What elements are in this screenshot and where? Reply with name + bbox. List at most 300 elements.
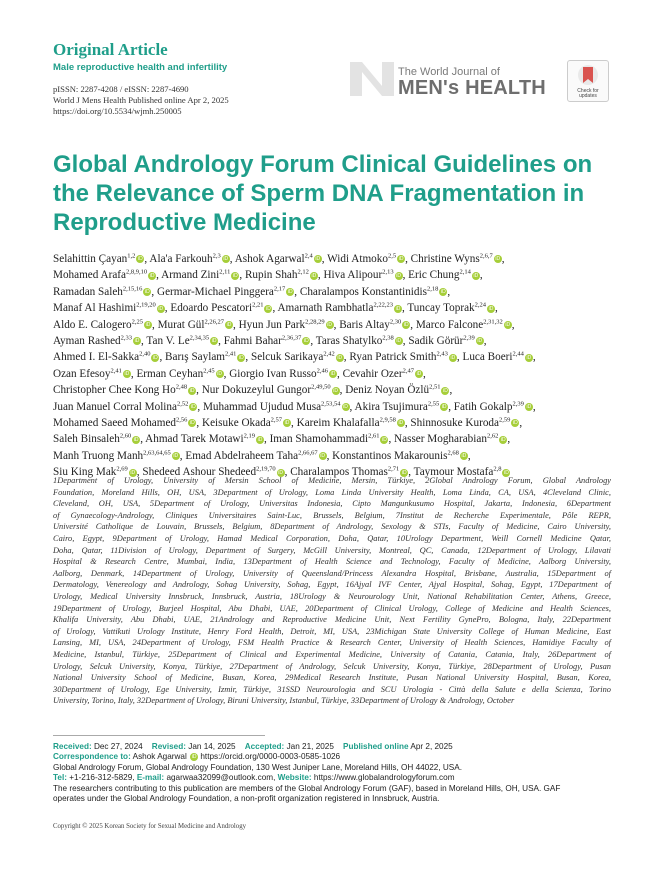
author — [251, 351, 344, 363]
orcid-icon[interactable]: iD — [398, 420, 404, 427]
orcid-icon[interactable]: iD — [211, 338, 217, 345]
orcid-icon[interactable]: iD — [450, 354, 456, 361]
article-subtype: Male reproductive health and infertility — [53, 62, 228, 73]
affiliation-line: Urology, Selcuk University, Konya, Türkiye, 27Department of Andrology, Selcuk University, Konya, Türkiye, 28Department of Urology, Pusan — [53, 661, 611, 671]
correspondence-address: Global Andrology Forum, Global Andrology Foundation, 130 West Juniper Lane, Moreland Hills, OH 44022, USA. — [53, 762, 462, 772]
author-affiliation-numbers: 2,17 — [273, 285, 286, 293]
author-affiliation-numbers: 2,36,37 — [281, 334, 302, 342]
author-name: Hiva Alipour — [323, 269, 383, 282]
journal-mark-icon — [348, 56, 396, 100]
author-affiliation-numbers: 2,63,64,65 — [143, 449, 171, 457]
author-affiliation-numbers: 2,4 — [304, 252, 313, 260]
author — [53, 269, 156, 281]
author-name: Eric Chung — [408, 269, 460, 282]
author-affiliation-numbers: 2,14 — [459, 268, 471, 276]
correspondence-line — [53, 752, 618, 762]
author-name: Manh Truong Manh — [53, 449, 144, 462]
author — [394, 433, 507, 445]
contact-line — [53, 773, 618, 783]
email-link[interactable]: agarwaa32099@outlook.com, — [166, 773, 276, 783]
orcid-icon[interactable]: iD — [303, 338, 309, 345]
affiliation-line: of Gynaecology-Andrology, Cliniques Universitaires Saint-Luc, Brussels, Belgium, 7Institut de Recherche Experimentale, Pôle REPR, — [53, 510, 611, 520]
orcid-icon[interactable]: iD — [233, 272, 238, 279]
author-line: Manh Truong Manh$^{2,63,64,65}$iD , Emad Abdelraheem Taha$^{2,66,67}$iD , Konstantinos Makarounis$^{2,68}$iD , — [53, 449, 471, 462]
author-name: Barış Saylam — [165, 351, 226, 364]
author — [410, 417, 519, 429]
orcid-icon[interactable]: iD — [223, 256, 229, 263]
orcid-icon[interactable]: iD — [526, 354, 532, 361]
author-affiliation-numbers: 2,51 — [429, 383, 441, 391]
author — [407, 302, 495, 314]
orcid-icon[interactable]: iD — [337, 354, 343, 361]
author-name: Armand Zini — [161, 269, 220, 282]
author — [411, 253, 502, 265]
author-line: Ahmed I. El-Sakka$^{2,40}$iD , Barış Saylam$^{2,41}$iD , Selcuk Sarikaya$^{2,42}$iD , Ryan Patrick Smith$^{2,43}$iD , Luca Boeri$^{2,44}$iD , — [53, 350, 536, 364]
author-name: Emad Abdelraheem Taha — [185, 449, 299, 462]
author-affiliation-numbers: 2,19 — [243, 432, 255, 440]
author-name: Amarnath Rambhatla — [277, 302, 374, 315]
orcid-icon[interactable]: iD — [257, 436, 263, 443]
author-name: Ahmed I. El-Sakka — [53, 351, 140, 364]
author — [416, 319, 512, 331]
author-affiliation-numbers: 2,68 — [447, 449, 459, 457]
author-affiliation-numbers: 2,18 — [426, 285, 439, 293]
author-affiliation-numbers: 2,42 — [323, 350, 335, 358]
author-affiliation-numbers: 2,12 — [297, 268, 309, 276]
author-line: Ayman Rashed$^{2,33}$iD , Tan V. Le$^{2,34,35}$iD , Fahmi Bahar$^{2,36,37}$iD , Taras Shatylko$^{2,38}$iD , Sadik Görür$^{2,39}$iD , — [53, 334, 487, 348]
author — [53, 450, 180, 462]
author-affiliation-numbers: 2,33 — [120, 334, 133, 342]
orcid-icon[interactable]: iD — [311, 272, 317, 279]
author-affiliation-numbers: 2,11 — [219, 268, 231, 276]
affiliation-line: National University School of Medicine, Busan, Korea, 29Medical Research Institute, Pusan National University Hospital, Busan, Korea, — [53, 673, 611, 683]
author — [157, 286, 294, 298]
orcid-icon[interactable]: iD — [526, 404, 532, 411]
author-name: Fatih Gokalp — [453, 400, 513, 413]
author-name: Selcuk Sarikaya — [250, 351, 324, 364]
author-name: Ahmad Tarek Motawi — [145, 433, 244, 446]
author — [355, 401, 449, 413]
author-name: Hyun Jun Park — [238, 318, 306, 331]
author-affiliation-numbers: 2,41 — [225, 350, 237, 358]
article-type: Original Article — [53, 40, 168, 59]
author — [332, 450, 468, 462]
author-name: Nasser Mogharabian — [394, 433, 487, 446]
orcid-icon[interactable]: iD — [287, 289, 293, 296]
correspondence-name: Ashok Agarwal — [132, 752, 187, 762]
footer-divider — [53, 735, 265, 736]
website-link[interactable]: https://www.globalandrologyforum.com — [313, 773, 455, 783]
author-affiliation-numbers: 2,61 — [368, 432, 380, 440]
author-name: Christine Wyns — [410, 253, 480, 265]
author-affiliation-numbers: 2,26,27 — [204, 317, 224, 325]
author — [202, 417, 291, 429]
author — [136, 368, 223, 380]
author-affiliation-numbers: 2,59 — [498, 416, 511, 424]
received-label: Received: — [53, 742, 92, 751]
author-affiliation-numbers: 2,9,58 — [379, 416, 396, 424]
author-affiliation-numbers: 2,41 — [110, 367, 122, 375]
accepted-label: Accepted: — [244, 742, 285, 751]
orcid-icon[interactable]: iD — [330, 371, 336, 378]
author-name: Kareim Khalafalla — [296, 417, 380, 430]
author-affiliation-numbers: 2,34,35 — [189, 334, 210, 342]
author — [165, 351, 245, 363]
author-name: Mohamed Arafa — [53, 269, 127, 282]
published-line: World J Mens Health Published online Apr 2, 2025 — [53, 95, 229, 105]
author-name: Giorgio Ivan Russo — [229, 367, 317, 380]
author — [185, 450, 326, 462]
author-name: Erman Ceyhan — [136, 367, 204, 380]
author-affiliation-numbers: 2,49,50 — [311, 383, 331, 391]
author-affiliation-numbers: 2,13 — [382, 268, 394, 276]
orcid-icon[interactable]: iD — [153, 354, 158, 361]
orcid-icon[interactable]: iD — [443, 387, 448, 394]
author — [245, 269, 318, 281]
author — [297, 417, 405, 429]
orcid-icon[interactable]: iD — [124, 371, 130, 378]
author — [53, 335, 141, 347]
doi-link[interactable]: https://doi.org/10.5534/wjmh.250005 — [53, 106, 182, 116]
affiliation-line: 1Department of Urology, University of Mersin School of Medicine, Mersin, Türkiye, 2Global Andrology Forum, Global Andrology — [53, 476, 611, 485]
orcid-icon[interactable]: iD — [477, 338, 483, 345]
orcid-icon[interactable]: iD — [396, 338, 402, 345]
author — [349, 351, 457, 363]
author — [146, 335, 218, 347]
author-affiliation-numbers: 2,48 — [175, 383, 188, 391]
author-name: Baris Altay — [339, 318, 390, 331]
affiliation-line: University, Torino, Italy, 32Department of Urology, Biruni University, Istanbul, Türkiye, 33Department of Urology & Andrology, October — [53, 696, 515, 706]
online-date: Apr 2, 2025 — [410, 742, 453, 751]
orcid-icon[interactable]: iD — [134, 338, 140, 345]
author — [203, 401, 350, 413]
affiliation-line: 19Department of Urology, Burjeel Hospital, Abu Dhabi, UAE, 20Department of Clinical Urology, College of Medicine and Health Sciences, — [53, 603, 611, 613]
author — [53, 302, 165, 314]
author — [53, 417, 196, 429]
author-affiliation-numbers: 2,39 — [463, 334, 475, 342]
orcid-icon[interactable]: iD — [512, 420, 518, 427]
affiliation-line: Cairo, Egypt, 9Department of Urology, Hamad Medical Corporation, Doha, Qatar, 10Urology Department, Weill Cornell Medicine Qatar, — [53, 533, 611, 543]
author — [224, 335, 311, 347]
orcid-icon[interactable]: iD — [190, 404, 196, 411]
author-affiliation-numbers: 2,69 — [116, 465, 128, 473]
affiliation-line: Dermatology, Venereology and Andrology, Sohag University, Sohag, Egypt, 16Ajyal IVF Center, Ajyal Hospital, Sohag, Egypt, 17Department of — [53, 580, 611, 590]
author-line: Ozan Efesoy$^{2,41}$iD , Erman Ceyhan$^{2,45}$iD , Giorgio Ivan Russo$^{2,46}$iD , Cevahir Ozer$^{2,47}$iD , — [53, 367, 426, 380]
bookmark-icon — [568, 61, 608, 89]
copyright: Copyright © 2025 Korean Society for Sexual Medicine and Andrology — [53, 823, 246, 830]
author-name: Edoardo Pescatori — [170, 302, 253, 315]
author-line: Juan Manuel Corral Molina$^{2,52}$iD , Muhammad Ujudud Musa$^{2,53,54}$iD , Akira Tsujimura$^{2,55}$iD , Fatih Gokalp$^{2,39}$iD , — [53, 399, 536, 413]
author — [270, 433, 389, 445]
correspondence-orcid-link[interactable]: https://orcid.org/0000-0003-0585-1026 — [200, 752, 341, 762]
affiliation-line: Doha, Qatar, 11Division of Urology, Department of Surgery, McGill University, Montreal, QC, Canada, 12Department of Urology, Lilavati — [53, 545, 611, 555]
affiliation-line: 30Department of Urology, Ege University, Izmir, Türkiye, 31SSD Neurourologia and SCU Urologia - Città della Salute e della Scienza, Torino — [53, 684, 611, 694]
orcid-icon[interactable]: iD — [138, 256, 143, 263]
author — [454, 401, 533, 413]
author-name: Nur Dokuzeylul Gungor — [201, 384, 312, 397]
author-affiliation-numbers: 2,8,9,10 — [126, 268, 148, 276]
author-name: Germar-Michael Pinggera — [157, 285, 274, 298]
affiliation-line: Cleveland, OH, USA, 5Department of Urology, Universitas Indonesia, Cipto Mangunkusumo Hospital, Jakarta, Indonesia, 6Department — [53, 499, 611, 509]
orcid-icon[interactable]: iD — [403, 322, 409, 329]
orcid-icon[interactable]: iD — [149, 272, 155, 279]
author-affiliation-numbers: 2,5 — [387, 252, 397, 260]
author-name: Ayman Rashed — [53, 335, 121, 348]
orcid-icon[interactable]: iD — [333, 387, 338, 394]
author-name: Fahmi Bahar — [223, 335, 282, 348]
author — [229, 368, 337, 380]
correspondence-label: Correspondence to: — [53, 752, 131, 762]
author-name: Taymour Mostafa — [413, 466, 494, 479]
author-line: Manaf Al Hashimi$^{2,19,20}$iD , Edoardo Pescatori$^{2,21}$iD , Amarnath Rambhatla$^{2,22,23}$iD , Tuncay Toprak$^{2,24}$iD , — [53, 301, 498, 315]
orcid-icon[interactable]: iD — [145, 289, 150, 296]
orcid-icon[interactable]: iD — [320, 453, 325, 460]
author-name: Manaf Al Hashimi — [53, 302, 137, 315]
author-name: Siu King Mak — [53, 466, 117, 479]
author-line: Mohamed Arafa$^{2,8,9,10}$iD , Armand Zini$^{2,11}$iD , Rupin Shah$^{2,12}$iD , Hiva Alipour$^{2,13}$iD , Eric Chung$^{2,14}$iD , — [53, 268, 483, 282]
author-line: Ramadan Saleh$^{2,15,16}$iD , Germar-Michael Pinggera$^{2,17}$iD , Charalampos Konstantinidis$^{2,18}$iD , — [53, 285, 451, 298]
online-label: Published online — [343, 742, 409, 751]
author-name: Christopher Chee Kong Ho — [53, 384, 176, 397]
affiliation-line: Urology, Medical University Innsbruck, Innsbruck, Austria, 18Urology & Neurourology Unit, National Rehabilitation Center, Athens, Greece, — [53, 591, 611, 601]
journal-logo — [348, 56, 558, 100]
author-affiliation-numbers: 2,66,67 — [298, 449, 318, 457]
orcid-icon[interactable]: iD — [145, 322, 151, 329]
check-for-updates-badge[interactable] — [567, 60, 609, 102]
orcid-icon[interactable]: iD — [488, 305, 494, 312]
author-name: Aldo E. Calogero — [53, 318, 132, 331]
affiliation-line: Medicine, Istanbul, Türkiye, 25Department of Clinical and Experimental Medicine, University of Catania, Catania, Italy, 26Department of — [53, 649, 611, 659]
website-label: Website: — [277, 773, 312, 783]
author — [53, 401, 197, 413]
orcid-icon[interactable]: iD — [327, 322, 332, 329]
author-name: Widi Atmoko — [327, 253, 388, 265]
author-affiliation-numbers: 2,8 — [493, 465, 502, 473]
tel-label: Tel: — [53, 773, 67, 783]
author-affiliation-numbers: 2,71 — [387, 465, 400, 473]
author-name: Marco Falcone — [415, 318, 484, 331]
orcid-icon[interactable]: iD — [217, 371, 222, 378]
orcid-icon[interactable]: iD — [315, 256, 321, 263]
orcid-icon[interactable]: iD — [158, 305, 164, 312]
author-affiliation-numbers: 2,43 — [436, 350, 448, 358]
author — [149, 253, 229, 265]
orcid-icon[interactable]: iD — [440, 289, 446, 296]
affiliation-line: Foundation, Moreland Hills, OH, USA, 3Department of Urology, Loma Linda University Health, Loma Linda, CA, USA, 4Cleveland Clinic, — [53, 487, 611, 497]
author-name: Charalampos Konstantinidis — [299, 285, 427, 298]
author-name: Taras Shatylko — [315, 335, 383, 348]
author-list — [53, 251, 613, 481]
author-name: Selahittin Çayan — [53, 253, 128, 265]
author — [239, 319, 334, 331]
orcid-icon[interactable]: iD — [401, 469, 407, 476]
author — [53, 286, 151, 298]
author-affiliation-numbers: 2,52 — [176, 399, 189, 407]
author-name: Tan V. Le — [146, 335, 190, 348]
author — [408, 269, 480, 281]
author-name: Rupin Shah — [244, 269, 298, 282]
note-line-2: operates under the Global Andrology Foundation, a non-profit organization registered in Innsbruck, Austria. — [53, 794, 440, 804]
orcid-icon[interactable]: iD — [416, 371, 422, 378]
author-affiliation-numbers: 2,19,20 — [136, 301, 156, 309]
author-affiliation-numbers: 2,28,29 — [305, 317, 325, 325]
accepted-date: Jan 21, 2025 — [286, 742, 334, 751]
orcid-icon[interactable]: iD — [495, 256, 501, 263]
affiliation-line: of Urology, Vattikuti Urology Institute, Henry Ford Health, Detroit, MI, USA, 23Michigan State University College of Human Medicine, East — [53, 626, 611, 636]
author-affiliation-numbers: 2,44 — [512, 350, 524, 358]
author-name: Shedeed Ashour Shedeed — [142, 466, 257, 479]
affiliation-line: Aalborg, Denmark, 14Department of Urology, University of Queensland/Princess Alexandra Hospital, Brisbane, Australia, 15Department of — [53, 568, 611, 578]
journal-name-small: The World Journal of — [398, 66, 500, 78]
author — [277, 302, 402, 314]
author — [158, 319, 233, 331]
author — [145, 433, 264, 445]
orcid-icon[interactable]: iD — [239, 354, 244, 361]
orcid-icon[interactable]: iD — [266, 305, 271, 312]
author-name: Ala'a Farkouh — [149, 253, 213, 265]
author — [170, 302, 272, 314]
orcid-icon[interactable]: iD — [441, 404, 447, 411]
author-name: Konstantinos Makarounis — [332, 449, 448, 462]
author — [345, 384, 449, 396]
article-footer — [53, 742, 618, 804]
author-name: Keisuke Okada — [202, 417, 271, 430]
affiliations — [53, 475, 611, 707]
author-name: Cevahir Ozer — [342, 367, 403, 380]
author-affiliation-numbers: 2,55 — [427, 399, 440, 407]
author — [343, 368, 423, 380]
author — [161, 269, 239, 281]
dates-line — [53, 742, 618, 752]
issn: pISSN: 2287-4208 / eISSN: 2287-4690 — [53, 84, 189, 94]
author — [323, 269, 402, 281]
author-affiliation-numbers: 2,56 — [176, 416, 188, 424]
author-line: Siu King Mak$^{2,69}$iD , Shedeed Ashour Shedeed$^{2,19,70}$iD , Charalampos Thomas$^{2,71}$iD , Taymour Mostafa$^{2,8}$iD — [53, 465, 509, 479]
author — [53, 319, 152, 331]
author-affiliation-numbers: 2,25 — [131, 317, 143, 325]
author-name: Saleh Binsaleh — [53, 433, 120, 446]
author-name: Sadik Görür — [408, 335, 464, 348]
author-name: Mohamed Saeed Mohamed — [53, 417, 177, 430]
author — [339, 319, 410, 331]
author — [463, 351, 533, 363]
author-affiliation-numbers: 2,31,32 — [483, 317, 503, 325]
author-line: Selahittin Çayan$^{1,2}$iD , Ala'a Farkouh$^{2,3}$iD , Ashok Agarwal$^{2,4}$iD , Widi Atmoko$^{2,5}$iD , Christine Wyns$^{2,6,7}$iD , — [53, 252, 505, 265]
author-affiliation-numbers: 2,45 — [203, 367, 215, 375]
orcid-icon[interactable]: iD — [343, 404, 348, 411]
note-line-1: The researchers contributing to this publication are members of the Global Andrology Forum (GAF), based in Moreland Hills, OH, USA. GAF — [53, 783, 561, 793]
author-affiliation-numbers: 2,30 — [389, 317, 402, 325]
author-name: Juan Manuel Corral Molina — [53, 400, 177, 413]
orcid-icon[interactable]: iD — [130, 469, 136, 476]
author — [300, 286, 447, 298]
author-affiliation-numbers: 2,21 — [252, 301, 264, 309]
author-affiliation-numbers: 2,19,70 — [256, 465, 276, 473]
affiliation-line: Khalifa University, Abu Dhabi, UAE, 21Andrology and Reproductive Medicine Unit, Next Fertility GynePro, Bologna, Italy, 22Department — [53, 615, 611, 625]
author-affiliation-numbers: 2,62 — [486, 432, 499, 440]
orcid-icon[interactable]: iD — [473, 272, 479, 279]
affiliation-line: Lansing, MI, USA, 24Department of Urology, FSM Health Practice & Research Center, University of Health Sciences, Hamidiye Faculty of — [53, 638, 611, 648]
author-affiliation-numbers: 2,24 — [474, 301, 487, 309]
author-name: Shinnosuke Kuroda — [410, 417, 499, 430]
author — [316, 335, 403, 347]
orcid-icon[interactable]: iD — [461, 453, 467, 460]
author — [53, 253, 144, 265]
orcid-icon[interactable]: iD — [189, 387, 195, 394]
orcid-icon[interactable]: iD — [278, 469, 283, 476]
author — [327, 253, 405, 265]
author-name: Murat Gül — [157, 318, 205, 331]
received-date: Dec 27, 2024 — [93, 742, 143, 751]
author — [408, 335, 483, 347]
author-affiliation-numbers: 2,39 — [512, 399, 524, 407]
author-name: Deniz Noyan Özlü — [345, 384, 430, 397]
author — [53, 384, 196, 396]
author-name: Muhammad Ujudud Musa — [202, 400, 322, 413]
author-affiliation-numbers: 2,3 — [212, 252, 221, 260]
check-updates-label: Check for updates — [577, 88, 599, 99]
affiliation-line: Hospital & Research Centre, Mumbai, India, 13Department of Health Science and Technology, Faculty of Medicine, Aalborg University, — [53, 557, 611, 567]
author-affiliation-numbers: 2,57 — [270, 416, 283, 424]
author-line: Christopher Chee Kong Ho$^{2,48}$iD , Nur Dokuzeylul Gungor$^{2,49,50}$iD , Deniz Noyan Özlü$^{2,51}$iD , — [53, 383, 453, 397]
author — [53, 368, 131, 380]
author-affiliation-numbers: 2,38 — [382, 334, 394, 342]
author-affiliation-numbers: 2,53,54 — [321, 399, 341, 407]
author-affiliation-numbers: 2,46 — [316, 367, 329, 375]
tel-value: +1-216-312-5829, — [69, 773, 135, 783]
author-affiliation-numbers: 2,47 — [402, 367, 414, 375]
orcid-icon[interactable]: iD — [504, 469, 509, 476]
author-affiliation-numbers: 2,6,7 — [479, 252, 493, 260]
orcid-icon[interactable]: iD — [382, 436, 387, 443]
author-affiliation-numbers: 2,60 — [119, 432, 132, 440]
author-name: Akira Tsujimura — [354, 400, 428, 413]
orcid-icon[interactable]: iD — [173, 453, 179, 460]
author-line: Saleh Binsaleh$^{2,60}$iD , Ahmad Tarek Motawi$^{2,19}$iD , Iman Shamohammadi$^{2,61}$iD , Nasser Mogharabian$^{2,62}$iD , — [53, 432, 511, 446]
author-name: Ashok Agarwal — [234, 253, 305, 265]
revised-label: Revised: — [151, 742, 186, 751]
author — [235, 253, 322, 265]
article-title: Global Andrology Forum Clinical Guidelines on the Relevance of Sperm DNA Fragmentation in Reproductive Medicine — [53, 151, 593, 236]
author-name: Ryan Patrick Smith — [349, 351, 437, 364]
author-name: Luca Boeri — [462, 351, 513, 364]
author — [53, 351, 159, 363]
orcid-icon[interactable]: iD — [395, 305, 401, 312]
orcid-icon[interactable]: iD — [190, 420, 195, 427]
orcid-icon[interactable]: iD — [505, 322, 511, 329]
orcid-icon[interactable]: iD — [133, 436, 139, 443]
author-line: Mohamed Saeed Mohamed$^{2,56}$iD , Keisuke Okada$^{2,57}$iD , Kareim Khalafalla$^{2,9,58}$iD , Shinnosuke Kuroda$^{2,59}$iD , — [53, 416, 523, 430]
author-name: Iman Shamohammadi — [269, 433, 369, 446]
author-line: Aldo E. Calogero$^{2,25}$iD , Murat Gül$^{2,26,27}$iD , Hyun Jun Park$^{2,28,29}$iD , Baris Altay$^{2,30}$iD , Marco Falcone$^{2,31,32}$iD , — [53, 317, 515, 331]
author-affiliation-numbers: 1,2 — [127, 252, 136, 260]
journal-name-large: MEN's HEALTH — [398, 77, 546, 99]
author — [202, 384, 340, 396]
orcid-icon[interactable]: iD — [398, 256, 404, 263]
author-affiliation-numbers: 2,22,23 — [373, 301, 393, 309]
orcid-icon[interactable]: iD — [500, 436, 506, 443]
orcid-icon[interactable]: iD — [284, 420, 290, 427]
author-name: Ozan Efesoy — [53, 367, 111, 380]
orcid-icon[interactable]: iD — [226, 322, 232, 329]
orcid-icon[interactable]: iD — [191, 754, 197, 761]
author-name: Ramadan Saleh — [53, 285, 123, 298]
author-affiliation-numbers: 2,15,16 — [122, 285, 143, 293]
revised-date: Jan 14, 2025 — [188, 742, 236, 751]
orcid-icon[interactable]: iD — [396, 272, 401, 279]
author-name: Charalampos Thomas — [290, 466, 388, 479]
author-name: Tuncay Toprak — [407, 302, 475, 315]
